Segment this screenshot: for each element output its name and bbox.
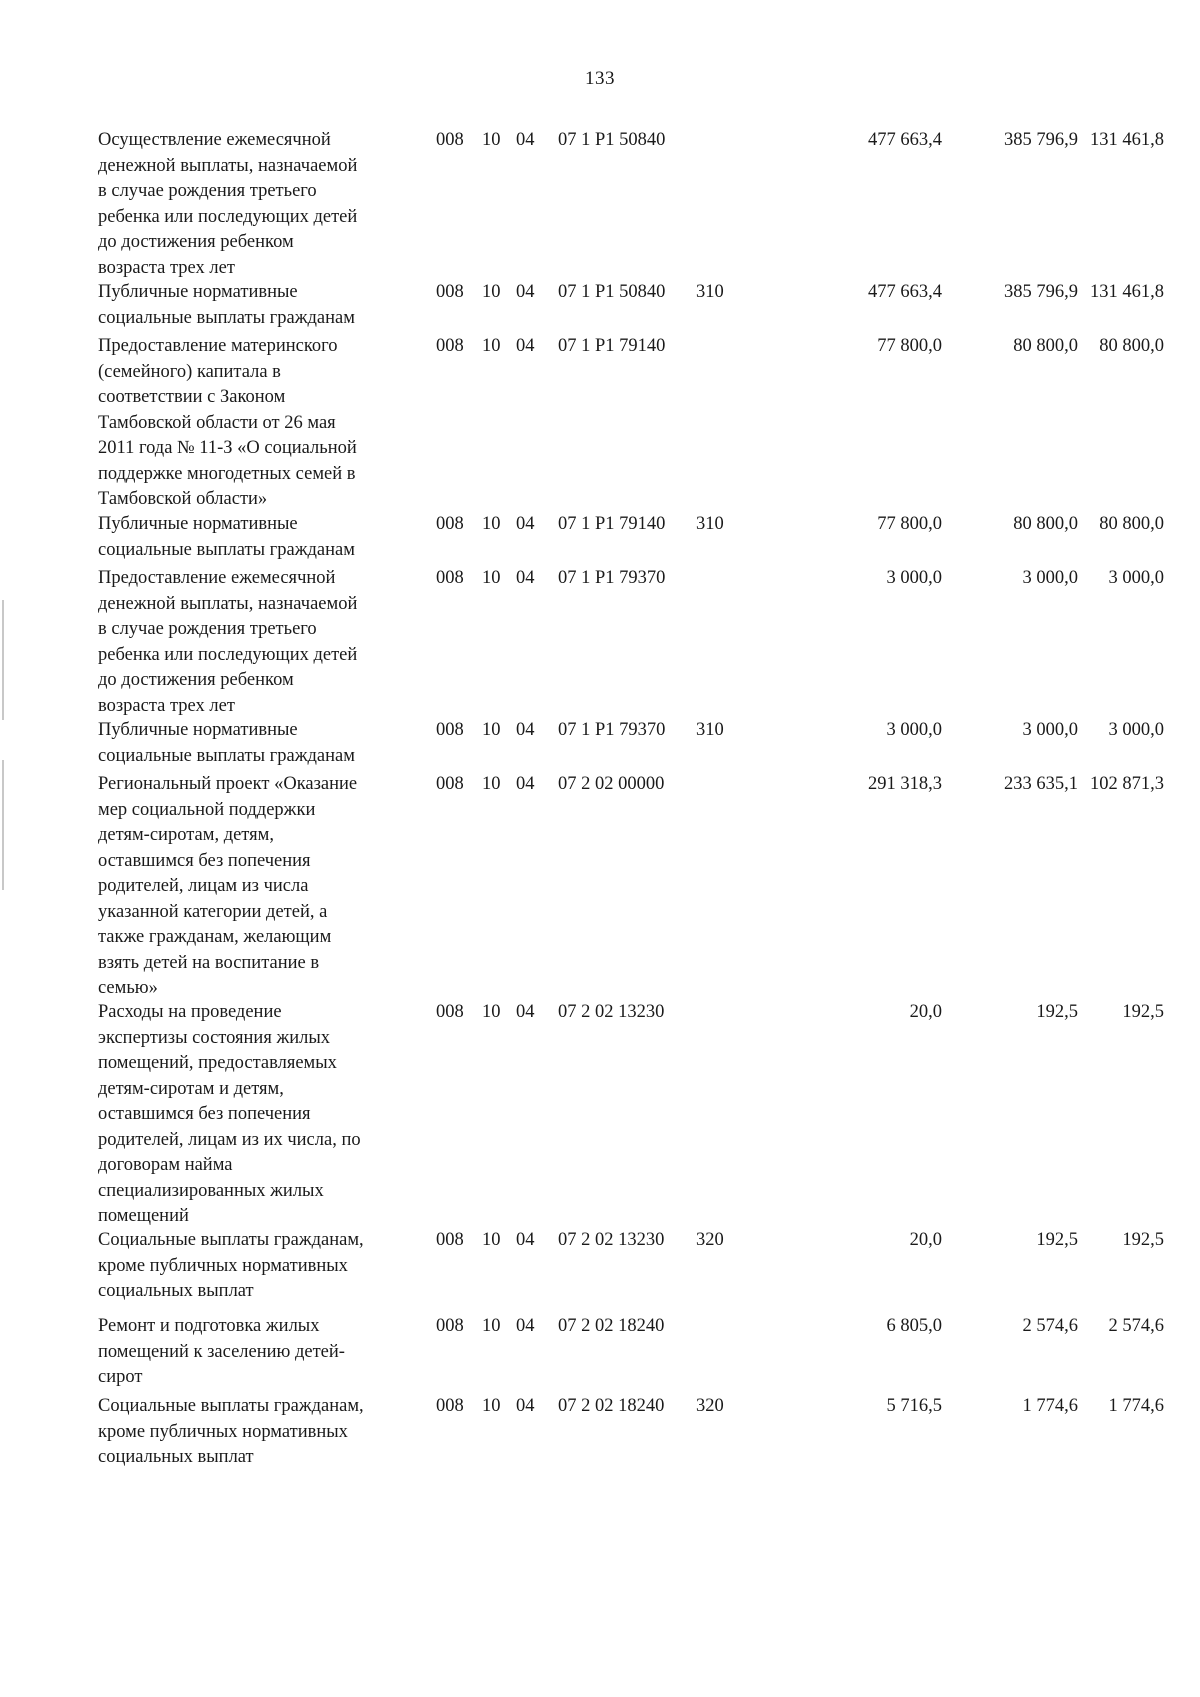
table-row: [98, 1394, 1168, 1474]
amount-year-2: 80 800,0: [1013, 514, 1078, 534]
ministry-code: 008: [436, 130, 464, 150]
scan-edge-mark: [2, 760, 4, 890]
amount-year-3: 192,5: [1122, 1002, 1164, 1022]
amount-year-2: 385 796,9: [1004, 282, 1078, 302]
subsection-code: 04: [516, 1002, 535, 1022]
section-code: 10: [482, 1230, 501, 1250]
row-description: Социальные выплаты гражданам, кроме публичных нормативных социальных выплат: [98, 1230, 364, 1301]
table-row: [98, 772, 1168, 1000]
amount-year-1: 477 663,4: [868, 282, 942, 302]
section-code: 10: [482, 336, 501, 356]
amount-year-2: 3 000,0: [1022, 720, 1078, 740]
target-code: 07 2 02 13230: [558, 1230, 665, 1250]
ministry-code: 008: [436, 774, 464, 794]
amount-year-1: 77 800,0: [877, 514, 942, 534]
target-code: 07 1 P1 50840: [558, 130, 666, 150]
amount-year-3: 102 871,3: [1090, 774, 1164, 794]
ministry-code: 008: [436, 1396, 464, 1416]
row-description: Публичные нормативные социальные выплаты гражданам: [98, 514, 355, 560]
table-row: [98, 1000, 1168, 1228]
scan-edge-mark: [2, 600, 4, 720]
amount-year-2: 192,5: [1036, 1002, 1078, 1022]
ministry-code: 008: [436, 1316, 464, 1336]
subsection-code: 04: [516, 568, 535, 588]
row-description: Предоставление материнского (семейного) капитала в соответствии с Законом Тамбовской области от 26 мая 2011 года № 11-З «О социальной поддержке многодетных семей в Тамбовской области»: [98, 336, 357, 509]
target-code: 07 1 P1 50840: [558, 282, 666, 302]
amount-year-3: 2 574,6: [1108, 1316, 1164, 1336]
section-code: 10: [482, 1396, 501, 1416]
section-code: 10: [482, 1316, 501, 1336]
amount-year-2: 3 000,0: [1022, 568, 1078, 588]
expense-kind: 320: [696, 1396, 724, 1416]
amount-year-1: 5 716,5: [886, 1396, 942, 1416]
subsection-code: 04: [516, 720, 535, 740]
subsection-code: 04: [516, 1396, 535, 1416]
amount-year-3: 131 461,8: [1090, 130, 1164, 150]
target-code: 07 2 02 00000: [558, 774, 665, 794]
section-code: 10: [482, 282, 501, 302]
expense-kind: 310: [696, 720, 724, 740]
row-description: Предоставление ежемесячной денежной выплаты, назначаемой в случае рождения третьего ребенка или последующих детей до достижения ребенком возраста трех лет: [98, 568, 358, 716]
ministry-code: 008: [436, 1002, 464, 1022]
subsection-code: 04: [516, 1230, 535, 1250]
amount-year-3: 1 774,6: [1108, 1396, 1164, 1416]
row-description: Публичные нормативные социальные выплаты гражданам: [98, 282, 355, 328]
ministry-code: 008: [436, 568, 464, 588]
amount-year-3: 80 800,0: [1099, 336, 1164, 356]
subsection-code: 04: [516, 514, 535, 534]
amount-year-2: 2 574,6: [1022, 1316, 1078, 1336]
amount-year-1: 477 663,4: [868, 130, 942, 150]
section-code: 10: [482, 774, 501, 794]
section-code: 10: [482, 720, 501, 740]
row-description: Расходы на проведение экспертизы состояния жилых помещений, предоставляемых детям-сиротам и детям, оставшимся без попечения родителей, лицам из их числа, по договорам найма специализированных жилых помещений: [98, 1002, 361, 1226]
table-row: [98, 280, 1168, 334]
amount-year-3: 131 461,8: [1090, 282, 1164, 302]
ministry-code: 008: [436, 514, 464, 534]
subsection-code: 04: [516, 1316, 535, 1336]
table-row: [98, 512, 1168, 566]
amount-year-1: 77 800,0: [877, 336, 942, 356]
budget-table: [98, 128, 1168, 1474]
page-number: 133: [585, 68, 615, 89]
table-row: [98, 128, 1168, 280]
amount-year-1: 20,0: [909, 1230, 942, 1250]
table-row: [98, 566, 1168, 718]
section-code: 10: [482, 1002, 501, 1022]
ministry-code: 008: [436, 282, 464, 302]
amount-year-3: 80 800,0: [1099, 514, 1164, 534]
subsection-code: 04: [516, 336, 535, 356]
ministry-code: 008: [436, 1230, 464, 1250]
amount-year-1: 20,0: [909, 1002, 942, 1022]
row-description: Осуществление ежемесячной денежной выплаты, назначаемой в случае рождения третьего ребенка или последующих детей до достижения ребенком возраста трех лет: [98, 130, 358, 278]
target-code: 07 1 P1 79140: [558, 514, 666, 534]
table-row: [98, 334, 1168, 512]
expense-kind: 310: [696, 282, 724, 302]
row-description: Региональный проект «Оказание мер социальной поддержки детям-сиротам, детям, оставшимся без попечения родителей, лицам из числа указанной категории детей, а также гражданам, желающим взять детей на воспитание в семью»: [98, 774, 358, 998]
target-code: 07 2 02 18240: [558, 1316, 665, 1336]
target-code: 07 1 P1 79140: [558, 336, 666, 356]
amount-year-3: 3 000,0: [1108, 720, 1164, 740]
amount-year-2: 385 796,9: [1004, 130, 1078, 150]
expense-kind: 320: [696, 1230, 724, 1250]
subsection-code: 04: [516, 774, 535, 794]
ministry-code: 008: [436, 336, 464, 356]
amount-year-3: 3 000,0: [1108, 568, 1164, 588]
target-code: 07 2 02 13230: [558, 1002, 665, 1022]
table-row: [98, 1228, 1168, 1314]
table-row: [98, 718, 1168, 772]
subsection-code: 04: [516, 130, 535, 150]
amount-year-1: 291 318,3: [868, 774, 942, 794]
section-code: 10: [482, 568, 501, 588]
target-code: 07 2 02 18240: [558, 1396, 665, 1416]
subsection-code: 04: [516, 282, 535, 302]
row-description: Ремонт и подготовка жилых помещений к заселению детей- сирот: [98, 1316, 345, 1387]
section-code: 10: [482, 514, 501, 534]
amount-year-2: 233 635,1: [1004, 774, 1078, 794]
target-code: 07 1 P1 79370: [558, 568, 666, 588]
amount-year-1: 3 000,0: [886, 568, 942, 588]
amount-year-2: 1 774,6: [1022, 1396, 1078, 1416]
target-code: 07 1 P1 79370: [558, 720, 666, 740]
amount-year-2: 80 800,0: [1013, 336, 1078, 356]
amount-year-3: 192,5: [1122, 1230, 1164, 1250]
amount-year-1: 6 805,0: [886, 1316, 942, 1336]
section-code: 10: [482, 130, 501, 150]
amount-year-2: 192,5: [1036, 1230, 1078, 1250]
ministry-code: 008: [436, 720, 464, 740]
expense-kind: 310: [696, 514, 724, 534]
table-row: [98, 1314, 1168, 1394]
row-description: Публичные нормативные социальные выплаты гражданам: [98, 720, 355, 766]
row-description: Социальные выплаты гражданам, кроме публичных нормативных социальных выплат: [98, 1396, 364, 1467]
amount-year-1: 3 000,0: [886, 720, 942, 740]
